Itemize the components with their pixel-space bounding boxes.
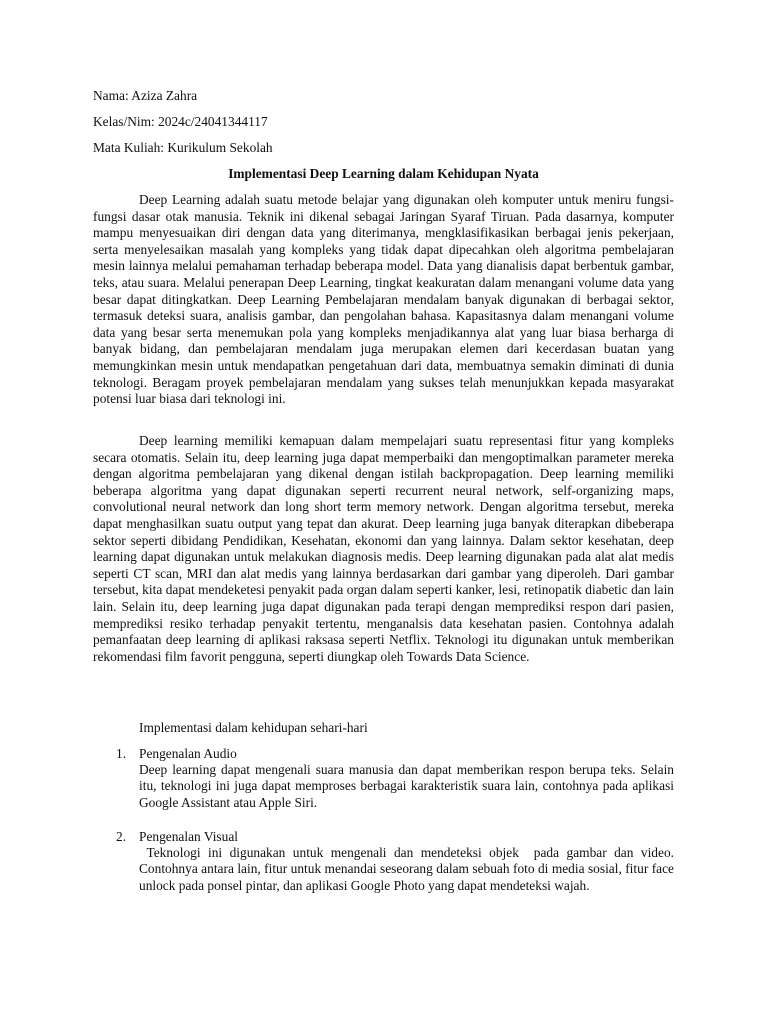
list-item-body: Teknologi ini digunakan untuk mengenali dan mendeteksi objek pada gambar dan video. Contohnya antara lain, fitur untuk menandai seseorang dalam sebuah foto di media sosial, fitur face unlock pada ponsel pintar, dan aplikasi Google Photo yang dapat mendeteksi wajah. bbox=[139, 844, 678, 893]
list-item-number: 2. bbox=[116, 829, 127, 844]
paragraph-intro: Deep Learning adalah suatu metode belajar yang digunakan oleh komputer untuk meniru fungsi-fungsi dasar otak manusia. Teknik ini dikenal sebagai Jaringan Syaraf Tiruan. Pada dasarnya, komputer mampu menyesuaikan diri dengan data yang diterimanya, mengklasifikasikan berbagai jenis pekerjaan, serta menyelesaikan masalah yang kompleks yang tidak dapat dipecahkan oleh algoritma pembelajaran mesin lainnya melalui pemahaman terhadap beberapa model. Data yang dianalisis dapat berbentuk gambar, teks, atau suara. Melalui penerapan Deep Learning, tingkat keakuratan dalam menangani volume data yang besar dapat ditingkatkan. Deep Learning Pembelajaran mendalam banyak digunakan di berbagai sektor, termasuk deteksi suara, analisis gambar, dan pengolahan bahasa. Kapasitasnya dalam menangani volume data yang besar serta menemukan pola yang kompleks menjadikannya alat yang luar biasa berharga di banyak bidang, dan pembelajaran mendalam juga merupakan elemen dari kecerdasan buatan yang memungkinkan mesin untuk mendapatkan pengetahuan dari data, membuatnya semakin diminati di dunia teknologi. Beragam proyek pembelajaran mendalam yang sukses telah menunjukkan kepada masyarakat potensi luar biasa dari teknologi ini. bbox=[93, 192, 674, 407]
course-name: Mata Kuliah: Kurikulum Sekolah bbox=[93, 140, 273, 155]
document-title: Implementasi Deep Learning dalam Kehidupan Nyata bbox=[228, 166, 539, 181]
list-item-number: 1. bbox=[116, 746, 127, 761]
student-class-nim: Kelas/Nim: 2024c/24041344117 bbox=[93, 114, 268, 129]
paragraph-capabilities: Deep learning memiliki kemapuan dalam mempelajari suatu representasi fitur yang kompleks secara otomatis. Selain itu, deep learning juga dapat memperbaiki dan mengoptimalkan parameter mereka dengan algoritma pembelajaran yang dikenal dengan istilah backpropagation. Deep learning memiliki beberapa algoritma yang dapat digunakan seperti recurrent neural network, self-organizing maps, convolutional neural network dan long short term memory network. Dengan algoritma tersebut, mereka dapat menghasilkan suatu output yang tepat dan akurat. Deep learning juga banyak diterapkan dibeberapa sektor seperti dibidang Pendidikan, Kesehatan, ekonomi dan yang lainnya. Dalam sektor kesehatan, deep learning dapat digunakan untuk melakukan diagnosis medis. Deep learning digunakan pada alat alat medis seperti CT scan, MRI dan alat medis yang lainnya berdasarkan dari gambar yang diperoleh. Dari gambar tersebut, kita dapat mendeketesi penyakit pada organ dalam seperti kanker, lesi, retinopatik diabetic dan lain lain. Selain itu, deep learning juga dapat digunakan pada terapi dengan memprediksi respon dari pasien, memprediksi resiko terhadap penyakit tertentu, menganalsis data kesehatan pasien. Contohnya adalah pemanfaatan deep learning di aplikasi raksasa seperti Netflix. Teknologi itu digunakan untuk memberikan rekomendasi film favorit pengguna, seperti diungkap oleh Towards Data Science. bbox=[93, 433, 674, 664]
student-name: Nama: Aziza Zahra bbox=[93, 88, 198, 103]
list-item-title: Pengenalan Visual bbox=[139, 829, 238, 844]
section-heading: Implementasi dalam kehidupan sehari-hari bbox=[139, 720, 368, 735]
list-item-body: Deep learning dapat mengenali suara manusia dan dapat memberikan respon berupa teks. Selain itu, teknologi ini juga dapat memproses berbagai karakteristik suara lain, contohnya pada aplikasi Google Assistant atau Apple Siri. bbox=[139, 761, 674, 810]
list-item-title: Pengenalan Audio bbox=[139, 746, 237, 761]
